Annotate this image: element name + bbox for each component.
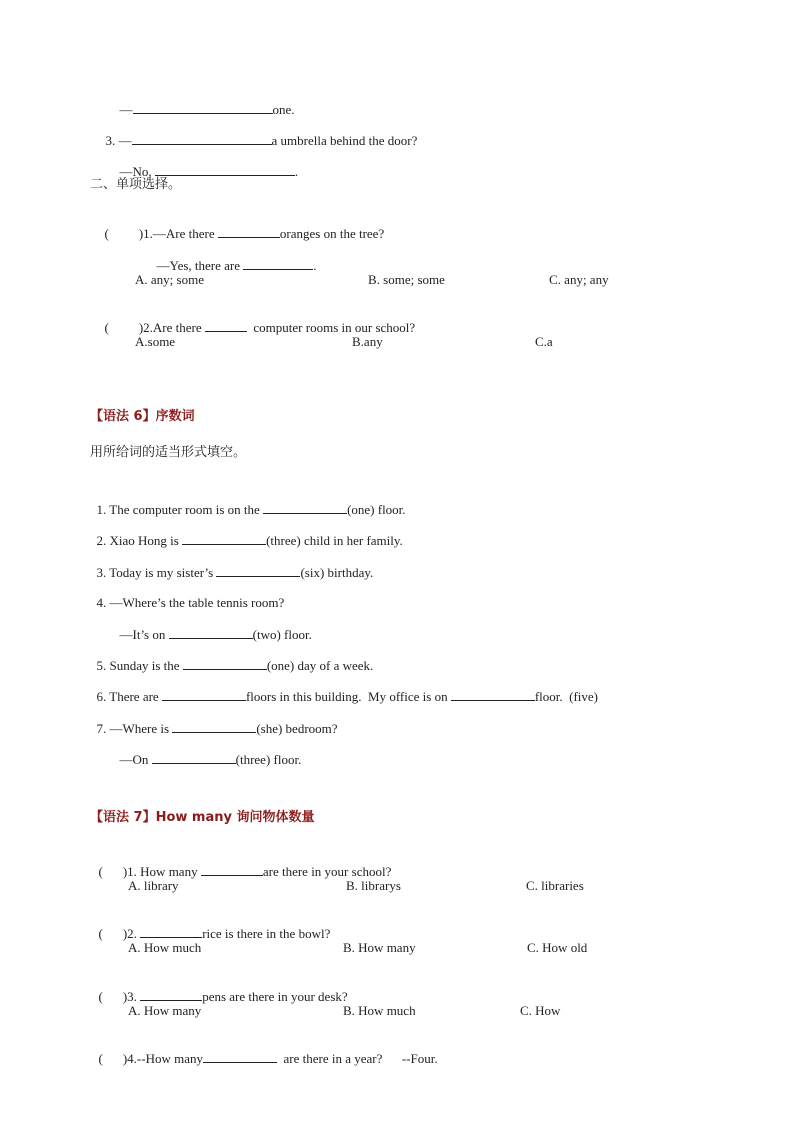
mc-question-4 xyxy=(92,1034,438,1067)
option-c[interactable]: C. How xyxy=(520,1003,561,1018)
paren-open: ( xyxy=(98,1051,103,1066)
answer-slot[interactable] xyxy=(103,1051,123,1063)
answer-blank[interactable] xyxy=(152,751,236,764)
mc-question-1 xyxy=(98,209,384,242)
item-text: 6. There are xyxy=(96,689,162,704)
question-text: )4.--How many xyxy=(122,1051,203,1066)
question-text: )2.Are there xyxy=(138,320,205,335)
option-a[interactable]: A. library xyxy=(128,878,179,893)
mc-question-2 xyxy=(92,909,330,942)
fill-line-2 xyxy=(99,116,417,149)
answer-slot[interactable] xyxy=(109,320,139,332)
option-a[interactable]: A. any; some xyxy=(135,272,204,287)
paren-open: ( xyxy=(104,320,109,335)
answer-blank[interactable] xyxy=(169,626,253,639)
answer-blank[interactable] xyxy=(201,863,263,876)
fill-item-6 xyxy=(90,672,598,705)
answer-blank[interactable] xyxy=(216,564,300,577)
answer-blank[interactable] xyxy=(133,101,273,114)
instruction: 用所给词的适当形式填空。 xyxy=(90,445,247,460)
answer-slot[interactable] xyxy=(103,989,123,1001)
item-text: (she) bedroom? xyxy=(256,721,338,736)
question-text: are there in a year? --Four. xyxy=(277,1051,438,1066)
mc-question-2 xyxy=(98,303,415,336)
option-c[interactable]: C. any; any xyxy=(549,272,609,287)
option-b[interactable]: B. How many xyxy=(343,940,416,955)
item-text: (three) floor. xyxy=(235,752,302,767)
fill-item-1 xyxy=(90,485,406,518)
item-text: 2. Xiao Hong is xyxy=(96,533,183,548)
section-heading: 【语法 7】How many 询问物体数量 xyxy=(90,810,315,825)
fill-item-7-answer xyxy=(113,735,301,768)
answer-blank[interactable] xyxy=(263,501,347,514)
option-b[interactable]: B.any xyxy=(352,334,383,349)
item-text: 5. Sunday is the xyxy=(96,658,183,673)
question-text: )1. How many xyxy=(122,864,201,879)
item-text: 1. The computer room is on the xyxy=(96,502,264,517)
fill-item-4 xyxy=(90,579,284,611)
answer-text: —Yes, there are xyxy=(156,258,244,273)
paren-open: ( xyxy=(98,989,103,1004)
mc-answer-line xyxy=(150,241,317,274)
answer-slot[interactable] xyxy=(109,226,139,238)
section-heading: 【语法 6】序数词 xyxy=(90,409,195,424)
item-text: (two) floor. xyxy=(252,627,312,642)
answer-blank[interactable] xyxy=(218,225,280,238)
section-title: 二、单项选择。 xyxy=(90,177,182,192)
question-text: oranges on the tree? xyxy=(279,226,385,241)
item-text: floor. (five) xyxy=(534,689,598,704)
question-text: rice is there in the bowl? xyxy=(202,926,331,941)
answer-blank[interactable] xyxy=(140,988,202,1001)
answer-blank[interactable] xyxy=(155,163,295,176)
question-text: )1.—Are there xyxy=(138,226,218,241)
answer-blank[interactable] xyxy=(451,688,535,701)
option-c[interactable]: C.a xyxy=(535,334,553,349)
answer-blank[interactable] xyxy=(243,257,313,270)
fill-line-1 xyxy=(113,85,295,118)
paren-open: ( xyxy=(98,864,103,879)
item-text: 3. Today is my sister’s xyxy=(96,565,217,580)
fill-line-3 xyxy=(113,147,298,180)
question-text: computer rooms in our school? xyxy=(246,320,416,335)
option-b[interactable]: B. librarys xyxy=(346,878,401,893)
item-text: —It’s on xyxy=(119,627,169,642)
line-text: a umbrella behind the door? xyxy=(271,133,418,148)
option-c[interactable]: C. How old xyxy=(527,940,588,955)
answer-blank[interactable] xyxy=(203,1050,277,1063)
answer-slot[interactable] xyxy=(103,926,123,938)
option-c[interactable]: C. libraries xyxy=(526,878,584,893)
option-a[interactable]: A.some xyxy=(135,334,176,349)
option-b[interactable]: B. some; some xyxy=(368,272,445,287)
item-text: —On xyxy=(119,752,152,767)
line-text: —No, xyxy=(119,164,155,179)
fill-item-4-answer xyxy=(113,610,312,643)
answer-blank[interactable] xyxy=(182,532,266,545)
answer-blank[interactable] xyxy=(162,688,246,701)
question-text: )3. xyxy=(122,989,141,1004)
question-text: )2. xyxy=(122,926,141,941)
line-text: . xyxy=(294,164,299,179)
item-text: (six) birthday. xyxy=(300,565,374,580)
answer-blank[interactable] xyxy=(132,132,272,145)
question-number: 3. — xyxy=(105,133,132,148)
option-a[interactable]: A. How many xyxy=(128,1003,202,1018)
answer-blank[interactable] xyxy=(172,720,256,733)
answer-slot[interactable] xyxy=(103,864,123,876)
fill-item-3 xyxy=(90,548,373,581)
fill-item-7 xyxy=(90,704,338,737)
question-text: pens are there in your desk? xyxy=(202,989,348,1004)
item-text: 7. —Where is xyxy=(96,721,173,736)
answer-blank[interactable] xyxy=(140,925,202,938)
mc-question-1 xyxy=(92,847,391,880)
item-text: (three) child in her family. xyxy=(266,533,403,548)
answer-blank[interactable] xyxy=(183,657,267,670)
dash: — xyxy=(119,102,133,117)
answer-blank[interactable] xyxy=(205,319,247,332)
option-a[interactable]: A. How much xyxy=(128,940,202,955)
answer-text: . xyxy=(313,258,317,273)
fill-item-5 xyxy=(90,641,373,674)
line-text: one. xyxy=(272,102,295,117)
question-text: are there in your school? xyxy=(262,864,392,879)
option-b[interactable]: B. How much xyxy=(343,1003,416,1018)
paren-open: ( xyxy=(104,226,109,241)
item-text: (one) day of a week. xyxy=(266,658,374,673)
paren-open: ( xyxy=(98,926,103,941)
mc-question-3 xyxy=(92,972,348,1005)
item-text: 4. —Where’s the table tennis room? xyxy=(96,595,285,610)
item-text: (one) floor. xyxy=(347,502,406,517)
fill-item-2 xyxy=(90,516,403,549)
item-text: floors in this building. My office is on xyxy=(245,689,451,704)
